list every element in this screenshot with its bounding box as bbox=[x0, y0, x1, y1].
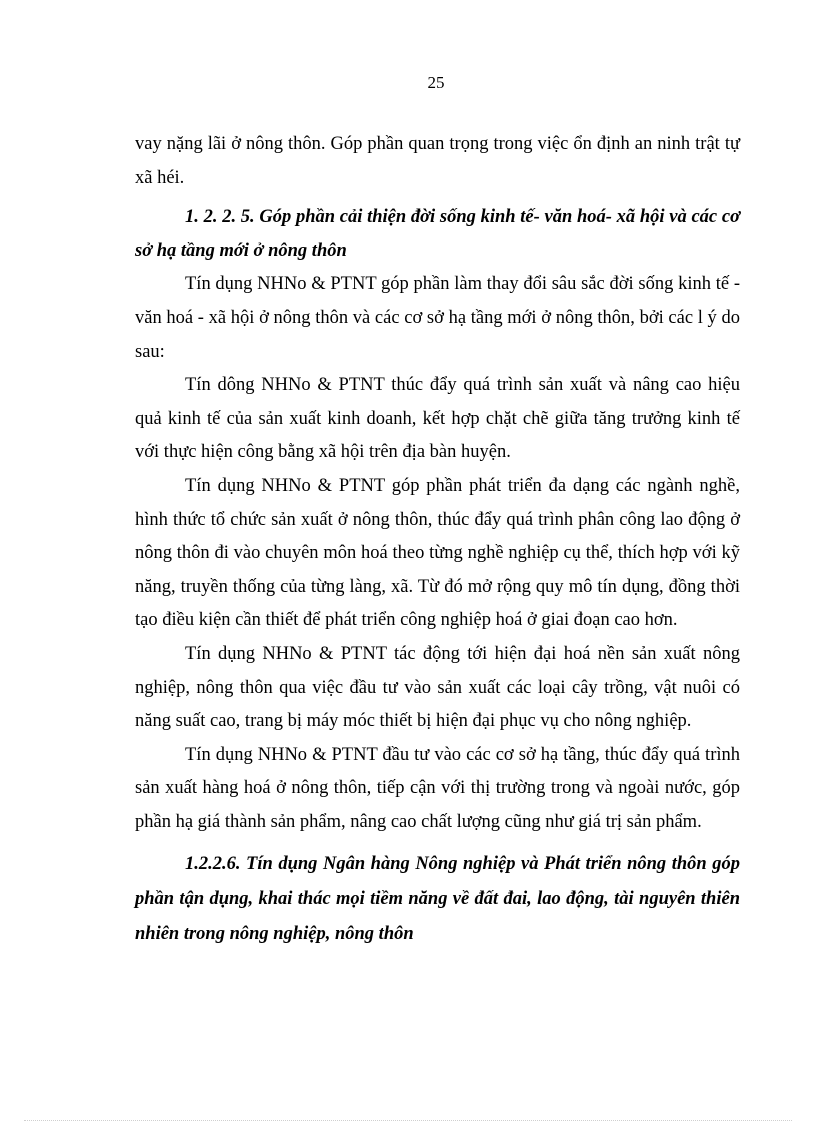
section-heading-1-2-2-6: 1.2.2.6. Tín dụng Ngân hàng Nông nghiệp và Phát triển nông thôn góp phần tận dụng, khai thác mọi tiềm năng về đất đai, lao động, tài nguyên thiên nhiên trong nông nghiệp, nông thôn bbox=[135, 854, 740, 945]
paragraph-intro: Tín dụng NHNo & PTNT góp phần làm thay đổi sâu sắc đời sống kinh tế - văn hoá - xã hội ở nông thôn và các cơ sở hạ tầng mới ở nông thôn, bởi các l ý do sau: bbox=[135, 274, 740, 362]
paragraph-production-efficiency: Tín dông NHNo & PTNT thúc đẩy quá trình sản xuất và nâng cao hiệu quả kinh tế của sản xuất kinh doanh, kết hợp chặt chẽ giữa tăng trưởng kinh tế với thực hiện công bằng xã hội trên địa bàn huyện. bbox=[135, 375, 740, 463]
paragraph-continuation: vay nặng lãi ở nông thôn. Góp phần quan trọng trong việc ổn định an ninh trật tự xã héi. bbox=[135, 134, 740, 188]
page-bottom-divider bbox=[24, 1120, 792, 1121]
page-number: 25 bbox=[427, 73, 445, 92]
document-body bbox=[135, 128, 740, 952]
paragraph-modernization: Tín dụng NHNo & PTNT tác động tới hiện đại hoá nền sản xuất nông nghiệp, nông thôn qua việc đầu tư vào sản xuất các loại cây trồng, vật nuôi có năng suất cao, trang bị máy móc thiết bị hiện đại phục vụ cho nông nghiệp. bbox=[135, 643, 740, 732]
paragraph-diverse-industries: Tín dụng NHNo & PTNT góp phần phát triển đa dạng các ngành nghề, hình thức tổ chức sản xuất ở nông thôn, thúc đẩy quá trình phân công lao động ở nông thôn đi vào chuyên môn hoá theo từng nghề nghiệp cụ thể, thích hợp với kỹ năng, truyền thống của từng làng, xã. Từ đó mở rộng quy mô tín dụng, đồng thời tạo điều kiện cần thiết để phát triển công nghiệp hoá ở giai đoạn cao hơn. bbox=[135, 475, 740, 631]
paragraph-infrastructure: Tín dụng NHNo & PTNT đầu tư vào các cơ sở hạ tầng, thúc đẩy quá trình sản xuất hàng hoá ở nông thôn, tiếp cận với thị trường trong và ngoài nước, góp phần hạ giá thành sản phẩm, nâng cao chất lượng cũng như giá trị sản phẩm. bbox=[135, 744, 740, 832]
section-heading-1-2-2-5: 1. 2. 2. 5. Góp phần cải thiện đời sống kinh tế- văn hoá- xã hội và các cơ sở hạ tầng mới ở nông thôn bbox=[135, 207, 740, 261]
